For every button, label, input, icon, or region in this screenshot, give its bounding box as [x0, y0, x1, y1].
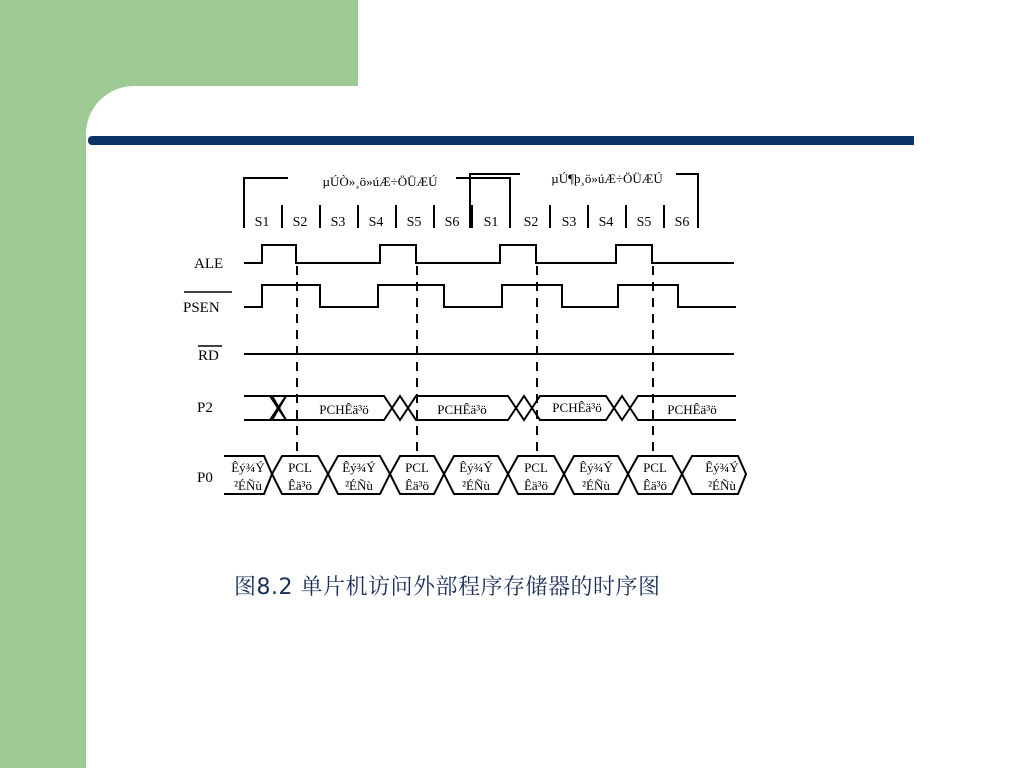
p2-waveform-top — [244, 396, 736, 420]
p0-segment-label: Êý¾Ý — [459, 460, 493, 475]
state-label: S2 — [292, 215, 308, 230]
p0-segment-label: PCL — [524, 460, 548, 475]
p2-waveform-bottom — [244, 396, 736, 420]
state-label: S5 — [406, 215, 422, 230]
p0-segment-label: Êä³ö — [287, 478, 313, 493]
p0-segment-label: ²ÉÑù — [234, 478, 262, 493]
signal-p0: P0 — [197, 470, 213, 486]
p0-segment-label: PCL — [288, 460, 312, 475]
signal-ale: ALE — [194, 256, 224, 272]
state-label: S5 — [636, 215, 652, 230]
signal-psen: PSEN — [183, 300, 220, 316]
cycle-label-2: µÚ¶þ¸ö»úÆ÷ÖÜÆÚ — [551, 171, 663, 186]
p0-segment-label: Êý¾Ý — [579, 460, 613, 475]
signal-p2: P2 — [197, 400, 213, 416]
p2-label-1: PCHÊä³ö — [319, 402, 369, 417]
figure-caption: 图8.2 单片机访问外部程序存储器的时序图 — [234, 575, 661, 600]
p2-label-3: PCHÊä³ö — [552, 400, 602, 415]
p0-segment-label: Êä³ö — [404, 478, 430, 493]
state-label: S3 — [330, 215, 346, 230]
p0-segment-label: ²ÉÑù — [708, 478, 736, 493]
p2-label-2: PCHÊä³ö — [437, 402, 487, 417]
state-label: S6 — [444, 215, 460, 230]
state-label: S3 — [561, 215, 577, 230]
cycle-label-1: µÚÒ»¸ö»úÆ÷ÖÜÆÚ — [322, 174, 438, 189]
state-label: S6 — [674, 215, 690, 230]
state-label: S1 — [254, 215, 270, 230]
state-label: S2 — [523, 215, 539, 230]
p0-segment-label: Êý¾Ý — [705, 460, 739, 475]
p0-segment-label: Êý¾Ý — [231, 460, 265, 475]
signal-rd: RD — [198, 348, 219, 364]
p2-label-4: PCHÊä³ö — [667, 402, 717, 417]
state-label: S1 — [483, 215, 499, 230]
psen-waveform — [244, 285, 736, 307]
p0-segment-label: ²ÉÑù — [345, 478, 373, 493]
state-label: S4 — [368, 215, 384, 230]
p0-segment-label: ²ÉÑù — [582, 478, 610, 493]
p0-segment-label: PCL — [405, 460, 429, 475]
state-label: S4 — [598, 215, 614, 230]
p0-segment-label: PCL — [643, 460, 667, 475]
p0-segment-label: Êä³ö — [642, 478, 668, 493]
p0-segment-label: Êý¾Ý — [342, 460, 376, 475]
p0-segment-label: ²ÉÑù — [462, 478, 490, 493]
ale-waveform — [244, 245, 734, 263]
p0-segment-label: Êä³ö — [523, 478, 549, 493]
